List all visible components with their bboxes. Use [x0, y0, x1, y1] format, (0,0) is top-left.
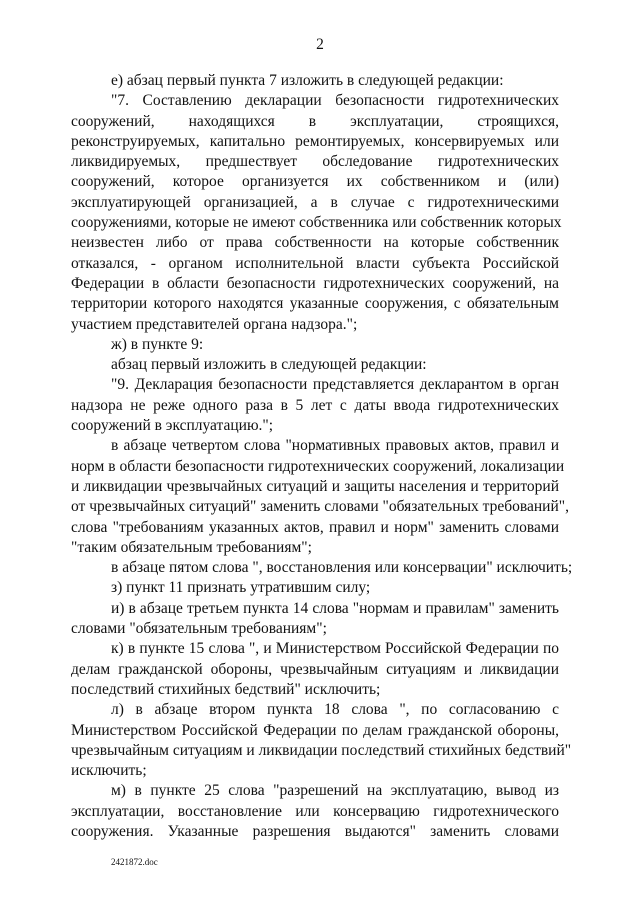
- text-line: абзац первый изложить в следующей редакции:: [111, 356, 427, 374]
- text-line: последствий стихийных бедствий" исключить;: [71, 680, 381, 698]
- text-line: надзора не реже одного раза в 5 лет с даты ввода гидротехнических: [71, 396, 559, 414]
- document-body: [71, 72, 573, 843]
- text-line: эксплуатирующей организацией, а в случае с гидротехническими: [71, 193, 559, 211]
- text-line: неизвестен либо от права собственности на которые собственник: [71, 234, 559, 252]
- text-line: слова "требованиям указанных актов, правил и норм" заменить словами: [71, 518, 559, 536]
- text-line: реконструируемых, капитально ремонтируемых, консервируемых или: [71, 132, 559, 150]
- text-line: Министерством Российской Федерации по делам гражданской обороны,: [71, 721, 559, 739]
- text-line: ж) в пункте 9:: [111, 335, 204, 353]
- text-line: "7. Составлению декларации безопасности гидротехнических: [111, 92, 559, 110]
- text-line: чрезвычайным ситуациям и ликвидации последствий стихийных бедствий": [71, 741, 572, 759]
- text-line: сооружения. Указанные разрешения выдаются" заменить словами: [71, 822, 559, 840]
- text-line: Федерации в области безопасности гидротехнических сооружений, на: [71, 274, 559, 292]
- text-line: территории которого находятся указанные сооружения, с обязательным: [71, 295, 559, 313]
- text-line: норм в области безопасности гидротехнических сооружений, локализации: [71, 457, 565, 475]
- text-line: к) в пункте 15 слова ", и Министерством Российской Федерации по: [111, 640, 559, 658]
- text-line: е) абзац первый пункта 7 изложить в следующей редакции:: [111, 72, 504, 89]
- text-line: сооружений в эксплуатацию.";: [71, 417, 274, 435]
- text-line: "9. Декларация безопасности представляется декларантом в орган: [111, 376, 559, 394]
- file-footer: 2421872.doc: [111, 857, 158, 867]
- text-line: ликвидируемых, предшествует обследование гидротехнических: [71, 153, 559, 171]
- text-line: от чрезвычайных ситуаций" заменить словами "обязательных требований",: [71, 498, 569, 516]
- text-line: и ликвидации чрезвычайных ситуаций и защиты населения и территорий: [71, 477, 559, 495]
- text-line: в абзаце пятом слова ", восстановления или консервации" исключить;: [111, 559, 573, 577]
- text-line: сооружений, которое организуется их собственником и (или): [71, 173, 559, 191]
- text-line: участием представителей органа надзора.";: [71, 315, 358, 333]
- text-line: м) в пункте 25 слова "разрешений на эксплуатацию, вывод из: [111, 782, 559, 800]
- text-line: в абзаце четвертом слова "нормативных правовых актов, правил и: [111, 437, 559, 455]
- text-line: и) в абзаце третьем пункта 14 слова "нормам и правилам" заменить: [111, 599, 559, 617]
- text-line: л) в абзаце втором пункта 18 слова ", по согласованию с: [111, 701, 559, 719]
- text-line: сооружениями, которые не имеют собственника или собственник которых: [71, 214, 562, 232]
- text-line: исключить;: [71, 762, 147, 780]
- text-line: отказался, - органом исполнительной власти субъекта Российской: [71, 254, 559, 272]
- text-line: "таким обязательным требованиям";: [71, 538, 312, 556]
- text-line: эксплуатации, восстановление или консервацию гидротехнического: [71, 802, 559, 820]
- text-line: з) пункт 11 признать утратившим силу;: [111, 579, 371, 597]
- text-line: сооружений, находящихся в эксплуатации, строящихся,: [71, 112, 559, 130]
- text-line: словами "обязательным требованиям";: [71, 620, 327, 638]
- text-line: делам гражданской обороны, чрезвычайным ситуациям и ликвидации: [71, 660, 559, 678]
- page-number: 2: [316, 36, 324, 53]
